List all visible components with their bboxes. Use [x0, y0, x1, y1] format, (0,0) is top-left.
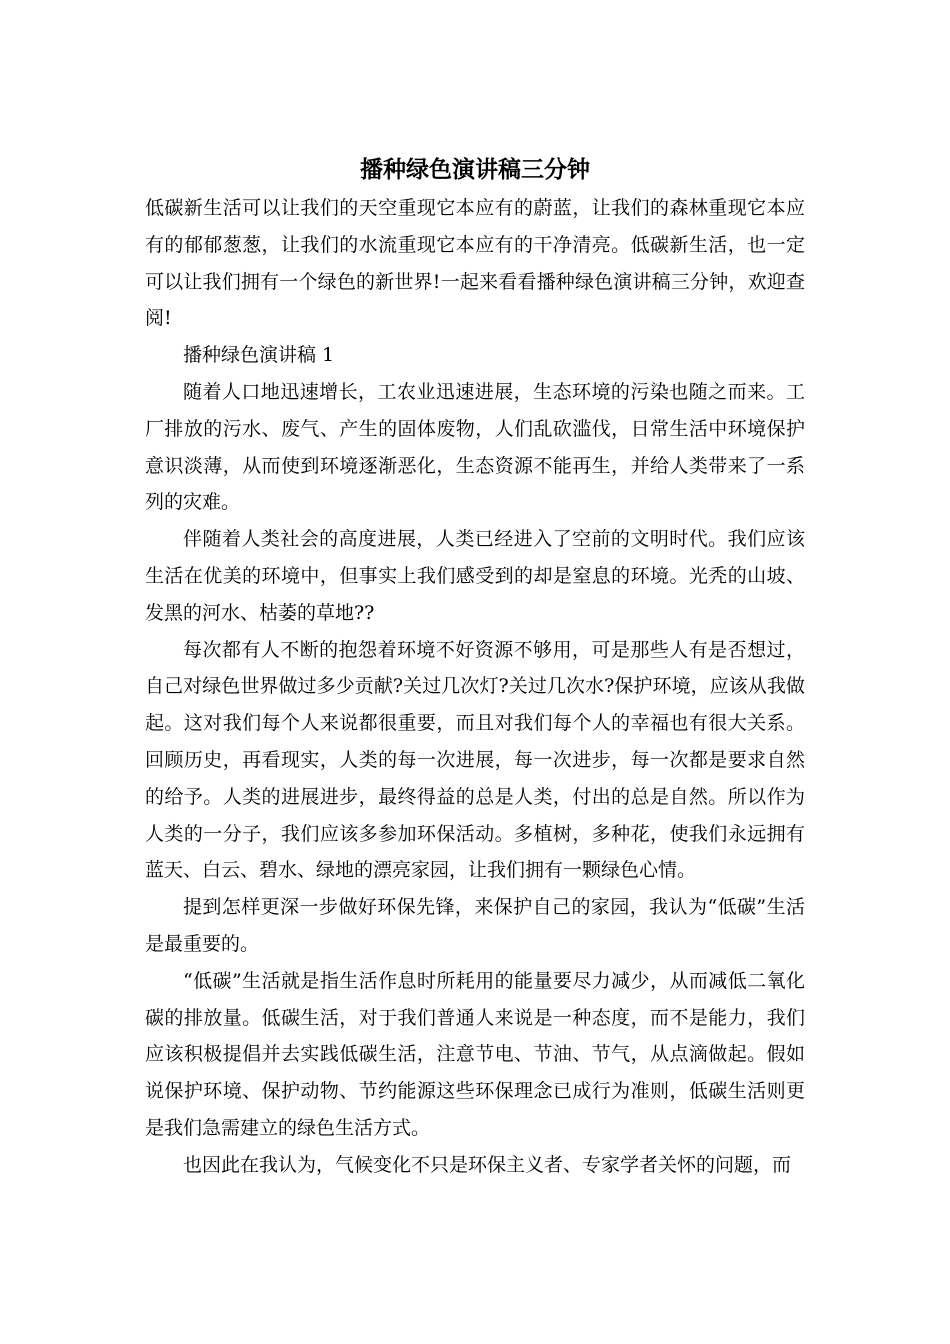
body-paragraph: 每次都有人不断的抱怨着环境不好资源不够用，可是那些人有是否想过，自己对绿色世界做过多少贡献?关过几次灯?关过几次水?保护环境，应该从我做起。这对我们每个人来说都很重要，而且对我们每个人的幸福也有很大关系。回顾历史，再看现实，人类的每一次进展，每一次进步，每一次都是要求自然的给予。人类的进展进步，最终得益的总是人类，付出的总是自然。所以作为人类的一分子，我们应该多参加环保活动。多植树，多种花，使我们永远拥有蓝天、白云、碧水、绿地的漂亮家园，让我们拥有一颗绿色心情。: [145, 638, 805, 882]
body-paragraph: 伴随着人类社会的高度进展，人类已经进入了空前的文明时代。我们应该生活在优美的环境中，但事实上我们感受到的却是窒息的环境。光秃的山坡、发黑的河水、枯萎的草地??: [145, 528, 805, 624]
body-paragraph: 提到怎样更深一步做好环保先锋，来保护自己的家园，我认为“低碳”生活是最重要的。: [145, 896, 805, 955]
document-body: [145, 150, 805, 1184]
body-paragraph: “低碳”生活就是指生活作息时所耗用的能量要尽力减少，从而减低二氧化碳的排放量。低碳生活，对于我们普通人来说是一种态度，而不是能力，我们应该积极提倡并去实践低碳生活，注意节电、节油、节气，从点滴做起。假如说保护环境、保护动物、节约能源这些环保理念已成行为准则，低碳生活则更是我们急需建立的绿色生活方式。: [145, 969, 805, 1139]
section-heading: 播种绿色演讲稿 1: [183, 344, 335, 367]
page-title: 播种绿色演讲稿三分钟: [360, 157, 590, 183]
body-paragraph: 随着人口地迅速增长，工农业迅速进展，生态环境的污染也随之而来。工厂排放的污水、废气、产生的固体废物，人们乱砍滥伐，日常生活中环境保护意识淡薄，从而使到环境逐渐恶化，生态资源不能再生，并给人类带来了一系列的灾难。: [145, 380, 805, 514]
body-paragraph: 也因此在我认为，气候变化不只是环保主义者、专家学者关怀的问题，而: [183, 1153, 792, 1176]
intro-paragraph: 低碳新生活可以让我们的天空重现它本应有的蔚蓝，让我们的森林重现它本应有的郁郁葱葱，让我们的水流重现它本应有的干净清亮。低碳新生活，也一定可以让我们拥有一个绿色的新世界!一起来看看播种绿色演讲稿三分钟，欢迎查阅!: [145, 197, 805, 330]
